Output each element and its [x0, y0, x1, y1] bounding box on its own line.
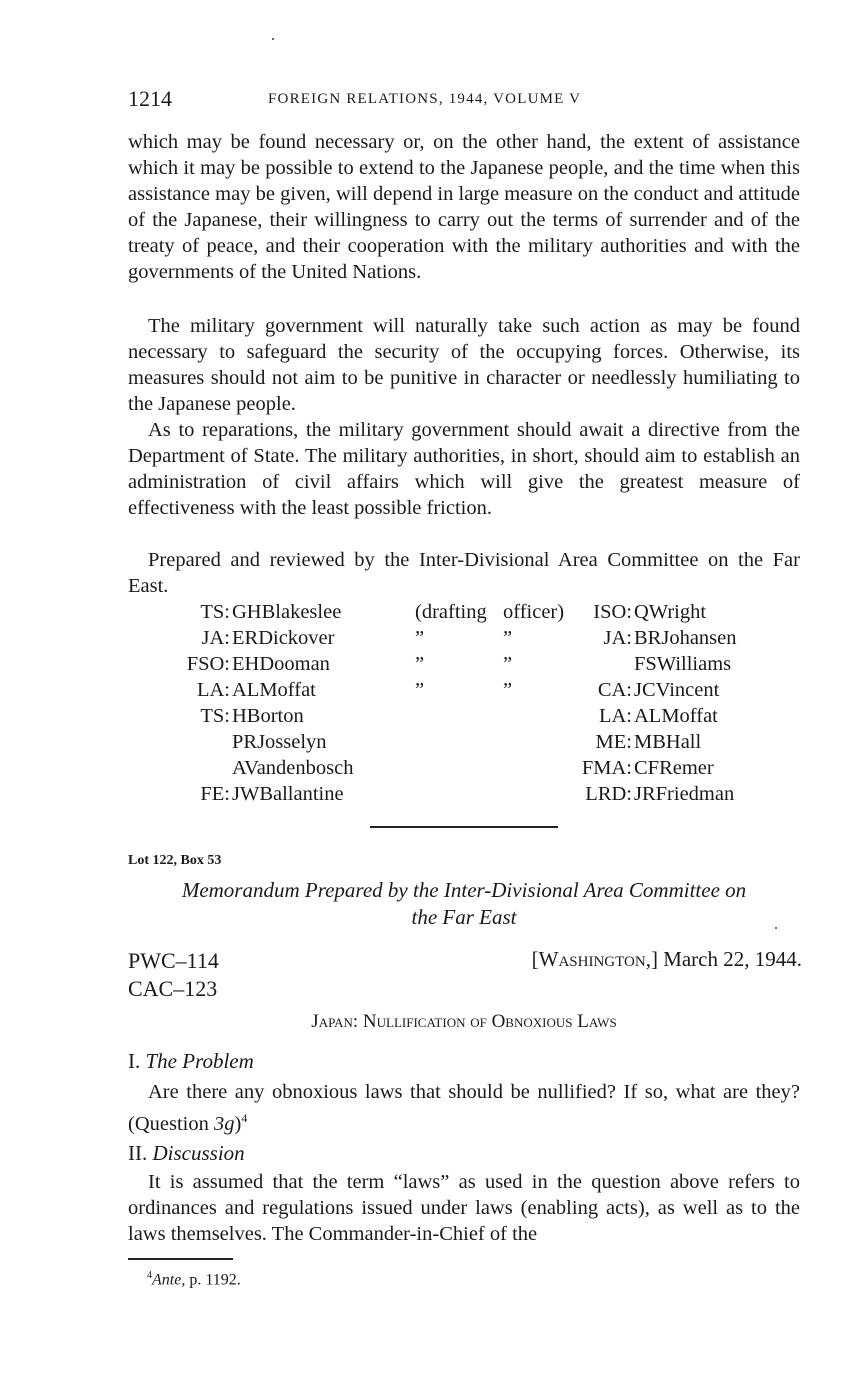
- signatory-name: ALMoffat: [634, 705, 718, 727]
- division-code: CA:: [597, 679, 632, 701]
- division-code: ME:: [595, 731, 632, 753]
- ditto-mark: ”: [503, 627, 513, 649]
- page-header: [128, 86, 800, 116]
- print-speck: [775, 927, 777, 929]
- signatory-name: BRJohansen: [634, 627, 737, 649]
- print-speck: [272, 38, 274, 40]
- footnote: [147, 1270, 241, 1289]
- question-ref: 3g: [213, 1112, 235, 1135]
- signatory-name: ALMoffat: [232, 679, 316, 701]
- document-ids: [128, 947, 219, 1003]
- signatory-name: JCVincent: [634, 679, 720, 701]
- ditto-mark: ”: [415, 653, 425, 675]
- division-code: LA:: [598, 705, 632, 727]
- body-paragraph: [128, 417, 800, 521]
- footnote-marker: 4: [241, 1111, 248, 1125]
- document-id: CAC–123: [128, 976, 218, 1001]
- signatory-row: [128, 677, 808, 703]
- footnote-rule: [128, 1258, 233, 1260]
- signatory-name: AVandenbosch: [232, 757, 354, 779]
- memo-subject: [128, 1011, 800, 1033]
- division-code: FSO:: [186, 653, 230, 675]
- paragraph-text: It is assumed that the term “laws” as used in the question above refers to ordinances and regulations issued under laws (enabling acts), as well as to the laws themselves. The Commander-in-Chief of the: [128, 1171, 800, 1245]
- signatory-name: GHBlakeslee: [232, 601, 342, 623]
- signatory-row: [128, 781, 808, 807]
- division-code: JA:: [603, 627, 632, 649]
- signatory-row: [128, 625, 808, 651]
- dateline: [532, 947, 802, 972]
- ditto-mark: ”: [415, 627, 425, 649]
- division-code: ISO:: [593, 601, 632, 623]
- memo-title-line: the Far East: [411, 905, 517, 929]
- signatory-name: JRFriedman: [634, 783, 735, 805]
- division-code: TS:: [200, 705, 230, 727]
- signatory-list: [128, 599, 808, 809]
- footnote-ante: Ante,: [152, 1271, 186, 1289]
- signatory-name: PRJosselyn: [232, 731, 327, 753]
- signatory-row: [128, 755, 808, 781]
- signatory-row: [128, 729, 808, 755]
- ditto-mark: ”: [503, 679, 513, 701]
- division-code: FE:: [200, 783, 230, 805]
- paragraph-text: Prepared and reviewed by the Inter-Divisional Area Committee on the Far East.: [128, 549, 800, 597]
- ditto-mark: ”: [503, 653, 513, 675]
- signatory-row: [128, 703, 808, 729]
- section-number: II.: [128, 1141, 148, 1165]
- signatory-name: CFRemer: [634, 757, 714, 779]
- section-title: Discussion: [152, 1141, 245, 1165]
- body-paragraph: [128, 129, 800, 285]
- division-code: LA:: [196, 679, 230, 701]
- page-number: 1214: [128, 86, 172, 111]
- division-code: TS:: [200, 601, 230, 623]
- section-heading: [128, 1141, 245, 1166]
- role-note: officer): [503, 601, 565, 623]
- paragraph-text: As to reparations, the military government should await a directive from the Department of State. The military authorities, in short, should aim to establish an administration of civil affairs which will give the greatest measure of effectiveness with the least possible friction.: [128, 419, 800, 519]
- paragraph-text: which may be found necessary or, on the other hand, the extent of assistance which it may be possible to extend to the Japanese people, and the time when this assistance may be given, will depend in large measure on the conduct and attitude of the Japanese, their willingness to carry out the terms of surrender and of the treaty of peace, and their cooperation with the military authorities and with the governments of the United Nations.: [128, 131, 800, 283]
- signatory-name: QWright: [634, 601, 707, 623]
- division-code: LRD:: [585, 783, 632, 805]
- division-code: JA:: [201, 627, 230, 649]
- dateline-date: March 22, 1944.: [663, 947, 802, 971]
- archive-reference: Lot 122, Box 53: [128, 853, 222, 868]
- running-head: FOREIGN RELATIONS, 1944, VOLUME V: [268, 91, 582, 107]
- ditto-mark: ”: [415, 679, 425, 701]
- subject-topic: Nullification of Obnoxious Laws: [362, 1011, 617, 1032]
- paragraph-text: [128, 1079, 800, 1137]
- division-code: FMA:: [581, 757, 632, 779]
- body-paragraph: [128, 547, 800, 599]
- document-id: PWC–114: [128, 948, 219, 973]
- signatory-name: ERDickover: [232, 627, 335, 649]
- signatory-name: EHDooman: [232, 653, 330, 675]
- body-paragraph: [128, 1169, 800, 1247]
- footnote-ref: p. 1192.: [189, 1271, 241, 1289]
- signatory-row: [128, 651, 808, 677]
- question-text: Are there any obnoxious laws that should be nullified? If so, what are they? (Question: [128, 1081, 800, 1135]
- signatory-name: MBHall: [634, 731, 702, 753]
- body-paragraph: [128, 313, 800, 417]
- subject-country: Japan:: [311, 1011, 359, 1032]
- signatory-name: JWBallantine: [232, 783, 344, 805]
- section-title: The Problem: [145, 1049, 254, 1073]
- signatory-name: HBorton: [232, 705, 304, 727]
- paragraph-text: The military government will naturally take such action as may be found necessary to safeguard the security of the occupying forces. Otherwise, its measures should not aim to be punitive in character or needlessly humiliating to the Japanese people.: [128, 315, 800, 415]
- role-note: (drafting: [415, 601, 487, 623]
- signatory-name: FSWilliams: [634, 653, 732, 675]
- section-number: I.: [128, 1049, 141, 1073]
- dateline-place: [Washington,]: [531, 947, 658, 971]
- section-heading: [128, 1049, 254, 1074]
- question-close: ): [234, 1112, 242, 1135]
- memo-title-line: Memorandum Prepared by the Inter-Divisional Area Committee on: [181, 878, 747, 902]
- section-divider: [370, 826, 558, 828]
- body-paragraph: [128, 1079, 800, 1137]
- memo-title: [128, 877, 800, 931]
- footnote-marker: 4: [147, 1270, 152, 1281]
- signatory-row: [128, 599, 808, 625]
